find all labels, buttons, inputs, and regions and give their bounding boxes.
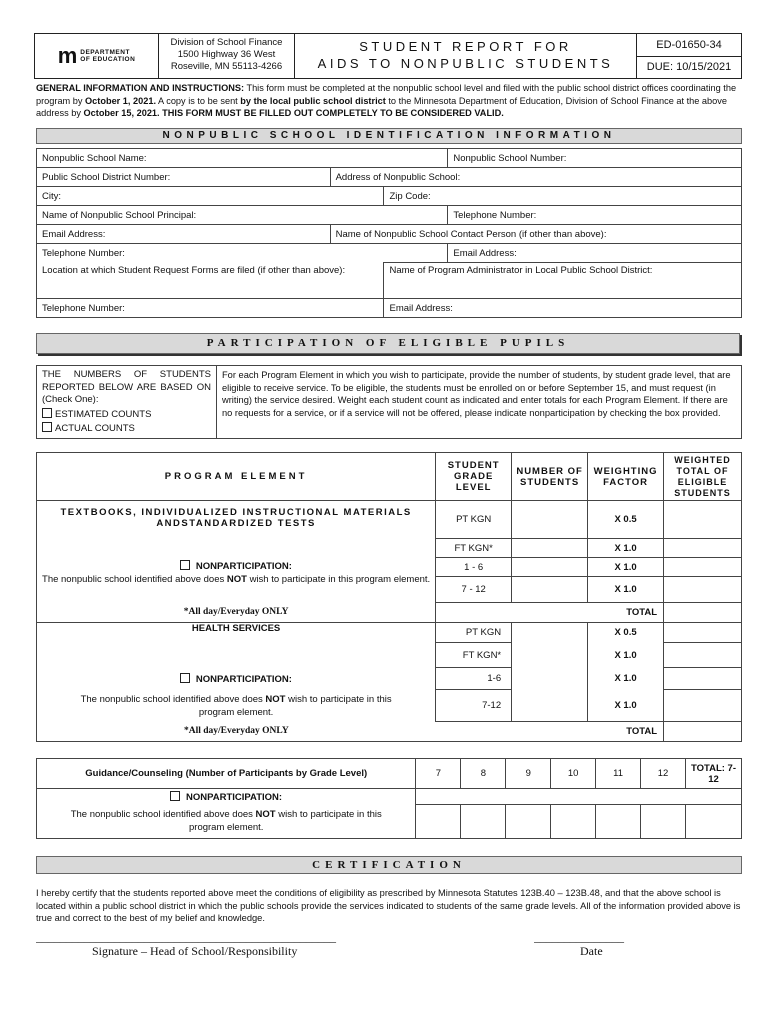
health-nonparticipation-checkbox[interactable] [180, 673, 190, 683]
tb-weighted-ftkgn[interactable] [664, 539, 742, 558]
guidance-nonparticipation-text: The nonpublic school identified above does NOT wish to participate in this program element. [37, 805, 416, 839]
textbooks-nonparticipation-label: NONPARTICIPATION: [195, 560, 292, 572]
general-instructions: GENERAL INFORMATION AND INSTRUCTIONS: This form must be completed at the nonpublic school level and filed with the public school district offices coordinating the program by October 1, 2021. A copy is to be sent by the local public school district to the Minnesota Department of Education, Division of School Finance at the above address by October 15, 2021. THIS FORM MUST BE FILLED OUT COMPLETELY TO BE CONSIDERED VALID. [36, 83, 737, 118]
hs-weighted-7-12[interactable] [664, 690, 742, 722]
logo-text-2: OF EDUCATION [80, 56, 136, 63]
mde-logo [35, 34, 159, 78]
mde-logo-icon: m [57, 43, 76, 68]
location-field[interactable]: Location at which Student Request Forms are filed (if other than above): [37, 263, 384, 299]
guidance-grade-7: 7 [416, 759, 461, 789]
weighting-header: WEIGHTING FACTOR [588, 453, 664, 501]
actual-checkbox[interactable] [42, 422, 52, 432]
guidance-count-10[interactable] [551, 805, 596, 839]
health-total-value[interactable] [664, 722, 742, 742]
guidance-nonparticipation-label: NONPARTICIPATION: [186, 791, 283, 803]
logo-text-1: DEPARTMENT [80, 49, 130, 56]
hs-weighted-1-6[interactable] [664, 668, 742, 690]
estimated-label: ESTIMATED COUNTS [55, 408, 152, 420]
guidance-count-7[interactable] [416, 805, 461, 839]
health-total-label: TOTAL [436, 722, 664, 742]
hs-factor-7-12: X 1.0 [588, 690, 664, 722]
school-name-field[interactable]: Nonpublic School Name: [37, 149, 448, 168]
tb-weighted-7-12[interactable] [664, 577, 742, 603]
email-field[interactable]: Email Address: [37, 225, 331, 244]
textbooks-total-value[interactable] [664, 603, 742, 623]
title-line-1: STUDENT REPORT FOR [359, 39, 572, 54]
counts-basis-label: THE NUMBERS OF STUDENTS REPORTED BELOW ARE BASED ON (Check One): [42, 369, 211, 405]
city-field[interactable]: City: [37, 187, 384, 206]
health-nonparticipation-label: NONPARTICIPATION: [195, 673, 292, 685]
tb-number-7-12[interactable] [512, 577, 588, 603]
title-line-2: AIDS TO NONPUBLIC STUDENTS [317, 56, 614, 71]
form-number: ED-01650-34 [637, 34, 741, 57]
telephone-2-field[interactable]: Telephone Number: [37, 244, 448, 263]
guidance-grade-8: 8 [461, 759, 506, 789]
tb-grade-7-12: 7 - 12 [436, 577, 512, 603]
hs-grade-ftkgn: FT KGN* [436, 643, 512, 668]
guidance-grade-10: 10 [551, 759, 596, 789]
hs-factor-ptkgn: X 0.5 [588, 623, 664, 643]
school-address-field[interactable]: Address of Nonpublic School: [330, 168, 741, 187]
guidance-grade-11: 11 [596, 759, 641, 789]
guidance-count-9[interactable] [506, 805, 551, 839]
guidance-count-12[interactable] [641, 805, 686, 839]
tb-grade-ftkgn: FT KGN* [436, 539, 512, 558]
guidance-title: Guidance/Counseling (Number of Participants by Grade Level) [37, 759, 416, 789]
textbooks-nonparticipation-checkbox[interactable] [180, 560, 190, 570]
tb-number-ptkgn[interactable] [512, 501, 588, 539]
guidance-nonparticipation-checkbox[interactable] [170, 791, 180, 801]
textbooks-nonparticipation-text: The nonpublic school identified above does NOT wish to participate in this program element. [42, 573, 431, 585]
program-element-table [36, 452, 742, 742]
tb-grade-ptkgn: PT KGN [436, 501, 512, 539]
guidance-count-8[interactable] [461, 805, 506, 839]
email-2-field[interactable]: Email Address: [448, 244, 742, 263]
contact-person-field[interactable]: Name of Nonpublic School Contact Person (if other than above): [330, 225, 741, 244]
school-number-field[interactable]: Nonpublic School Number: [448, 149, 742, 168]
participation-instructions: For each Program Element in which you wish to participate, provide the number of students, by student grade level, that are eligible to receive service. To be eligible, the students must be enrolled on or before September 15, and must request (in writing) the service desired. Weight each student count as indicated and enter totals for each Program Element. If there are no requests for a service, or if a service will not be offered, please indicate nonparticipation by checking the box provided. [222, 370, 731, 418]
identification-band: NONPUBLIC SCHOOL IDENTIFICATION INFORMATION [36, 128, 742, 144]
tb-number-1-6[interactable] [512, 558, 588, 577]
address-line-1: Division of School Finance [170, 37, 283, 48]
textbooks-title: TEXTBOOKS, INDIVIDUALIZED INSTRUCTIONAL MATERIALS ANDSTANDARDIZED TESTS [37, 501, 436, 558]
tb-grade-1-6: 1 - 6 [436, 558, 512, 577]
district-number-field[interactable]: Public School District Number: [37, 168, 331, 187]
hs-weighted-ftkgn[interactable] [664, 643, 742, 668]
certification-band: CERTIFICATION [36, 856, 742, 874]
tb-weighted-ptkgn[interactable] [664, 501, 742, 539]
telephone-field[interactable]: Telephone Number: [448, 206, 742, 225]
health-nonparticipation-text: The nonpublic school identified above does NOT wish to participate in this program element. [37, 690, 436, 722]
due-date: DUE: 10/15/2021 [646, 61, 732, 74]
weighted-total-header: WEIGHTED TOTAL OF ELIGIBLE STUDENTS [664, 453, 742, 501]
address-line-2: 1500 Highway 36 West [177, 49, 276, 60]
signature-label: Signature – Head of School/Responsibility [92, 944, 298, 958]
guidance-table [36, 758, 742, 839]
health-title: HEALTH SERVICES [37, 623, 436, 643]
form-title [295, 34, 637, 78]
form-header [34, 33, 742, 79]
telephone-3-field[interactable]: Telephone Number: [37, 299, 384, 318]
hs-factor-1-6: X 1.0 [588, 668, 664, 690]
guidance-total-value[interactable] [685, 805, 741, 839]
email-3-field[interactable]: Email Address: [384, 299, 742, 318]
actual-label: ACTUAL COUNTS [55, 423, 135, 434]
general-heading: GENERAL INFORMATION AND INSTRUCTIONS: [36, 83, 245, 93]
hs-factor-ftkgn: X 1.0 [588, 643, 664, 668]
guidance-count-11[interactable] [596, 805, 641, 839]
identification-table [36, 148, 742, 318]
division-address [159, 34, 295, 78]
principal-field[interactable]: Name of Nonpublic School Principal: [37, 206, 448, 225]
textbooks-total-label: TOTAL [436, 603, 664, 623]
signature-line[interactable]: __________________________________________________ [36, 930, 336, 944]
hs-grade-7-12: 7-12 [436, 690, 512, 722]
tb-factor-1-6: X 1.0 [588, 558, 664, 577]
tb-factor-ptkgn: X 0.5 [588, 501, 664, 539]
guidance-grade-12: 12 [641, 759, 686, 789]
participation-box [36, 365, 742, 439]
hs-weighted-ptkgn[interactable] [664, 623, 742, 643]
guidance-grade-9: 9 [506, 759, 551, 789]
hs-grade-1-6: 1-6 [436, 668, 512, 690]
certification-text: I hereby certify that the students reported above meet the conditions of eligibility as prescribed by Minnesota Statutes 123B.40 – 123B.48, and that the above school is located within a public school district in which the public schools provide the services indicated to students of the same grade levels. All of the information provided above is true and correct to the best of my belief and knowledge. [36, 888, 741, 923]
program-element-header: PROGRAM ELEMENT [37, 453, 436, 501]
estimated-checkbox[interactable] [42, 408, 52, 418]
administrator-field[interactable]: Name of Program Administrator in Local Public School District: [384, 263, 742, 299]
address-line-3: Roseville, MN 55113-4266 [170, 61, 283, 72]
tb-number-ftkgn[interactable] [512, 539, 588, 558]
tb-factor-7-12: X 1.0 [588, 577, 664, 603]
zip-field[interactable]: Zip Code: [384, 187, 742, 206]
number-header: NUMBER OF STUDENTS [512, 453, 588, 501]
participation-band: PARTICIPATION OF ELIGIBLE PUPILS [36, 333, 740, 354]
date-label: Date [580, 944, 603, 958]
grade-level-header: STUDENT GRADE LEVEL [436, 453, 512, 501]
textbooks-note: *All day/Everyday ONLY [37, 603, 436, 623]
guidance-total-label: TOTAL: 7-12 [685, 759, 741, 789]
tb-weighted-1-6[interactable] [664, 558, 742, 577]
date-line[interactable]: _______________ [534, 930, 624, 944]
hs-grade-ptkgn: PT KGN [436, 623, 512, 643]
tb-factor-ftkgn: X 1.0 [588, 539, 664, 558]
health-note: *All day/Everyday ONLY [37, 722, 436, 742]
